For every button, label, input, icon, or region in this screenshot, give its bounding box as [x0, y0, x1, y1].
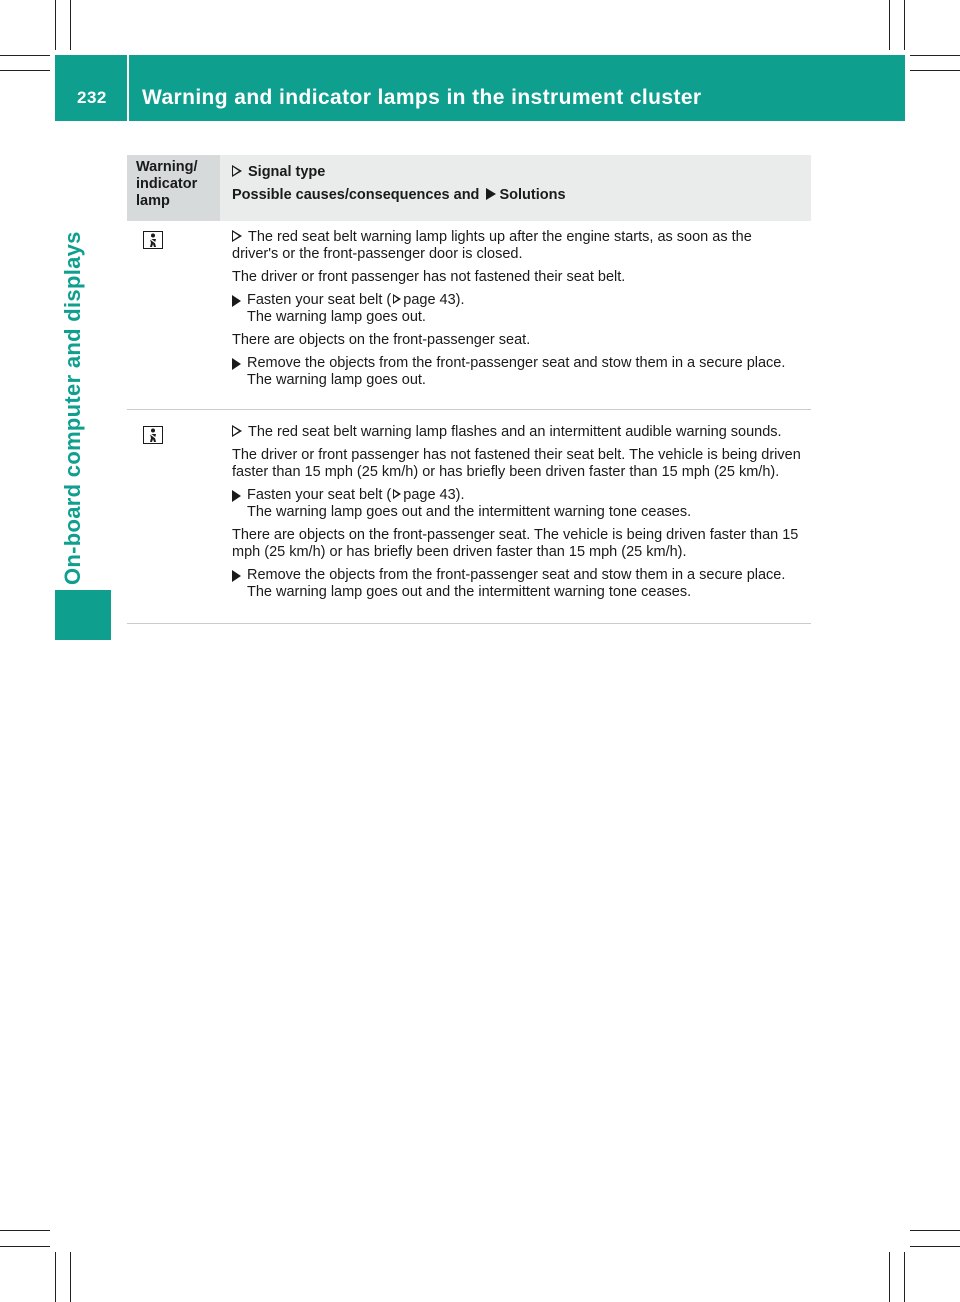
crop-mark	[55, 0, 56, 50]
crop-mark	[889, 0, 890, 50]
solution-step	[232, 355, 801, 389]
description-cell	[120, 221, 811, 405]
solution-text: Remove the objects from the front-passenger seat and stow them in a secure place.	[247, 567, 786, 583]
page-reference-icon	[393, 489, 401, 499]
crop-mark	[904, 0, 905, 50]
header-divider	[127, 55, 129, 121]
crop-mark	[910, 1230, 960, 1231]
cause-text: There are objects on the front-passenger seat. The vehicle is being driven faster than 15 mph (25 km/h) or has briefly been driven faster than 15 mph (25 km/h).	[232, 527, 799, 560]
chapter-tab-marker	[55, 590, 111, 640]
crop-mark	[70, 0, 71, 50]
solution-result: The warning lamp goes out and the intermittent warning tone ceases.	[247, 584, 692, 600]
signal-type-icon	[232, 425, 242, 437]
page-reference-icon	[393, 294, 401, 304]
description-cell	[120, 416, 811, 617]
crop-mark	[0, 1246, 50, 1247]
header-signal-type: Signal type	[248, 164, 326, 180]
header-solutions: Solutions	[499, 187, 566, 203]
page-reference[interactable]: page 43).	[403, 292, 465, 308]
crop-mark	[0, 55, 50, 56]
solution-text: Fasten your seat belt (	[247, 487, 392, 503]
signal-type-icon	[232, 230, 242, 242]
crop-mark	[904, 1252, 905, 1302]
solution-arrow-icon	[232, 295, 241, 307]
header-description-column	[220, 155, 811, 221]
signal-line	[232, 229, 801, 263]
cause-text: There are objects on the front-passenger seat.	[232, 332, 531, 348]
table-row	[127, 410, 811, 624]
table-header	[127, 155, 811, 221]
crop-mark	[0, 70, 50, 71]
table-row	[127, 221, 811, 410]
solution-step	[232, 567, 801, 601]
cause-text: The driver or front passenger has not fastened their seat belt.	[232, 269, 626, 285]
solution-arrow-icon	[232, 490, 241, 502]
crop-mark	[910, 55, 960, 56]
solution-step	[232, 292, 801, 326]
solution-text: Remove the objects from the front-passenger seat and stow them in a secure place.	[247, 355, 786, 371]
seat-belt-icon	[143, 426, 163, 444]
solution-arrow-icon	[232, 358, 241, 370]
crop-mark	[0, 1230, 50, 1231]
crop-mark	[55, 1252, 56, 1302]
crop-mark	[910, 70, 960, 71]
cause-text: The driver or front passenger has not fastened their seat belt. The vehicle is being driven faster than 15 mph (25 km/h) or has briefly been driven faster than 15 mph (25 km/h).	[232, 447, 801, 480]
warning-lamp-table	[127, 155, 811, 624]
solution-result: The warning lamp goes out and the intermittent warning tone ceases.	[247, 504, 692, 520]
chapter-tab-label: On-board computer and displays	[60, 231, 85, 585]
page-reference[interactable]: page 43).	[403, 487, 465, 503]
signal-line	[232, 424, 801, 441]
solution-result: The warning lamp goes out.	[247, 309, 426, 325]
header-lamp-column: Warning/ indicator lamp	[127, 155, 220, 221]
crop-mark	[910, 1246, 960, 1247]
signal-text: The red seat belt warning lamp flashes and an intermittent audible warning sounds.	[248, 424, 782, 440]
seat-belt-icon	[143, 231, 163, 249]
crop-mark	[889, 1252, 890, 1302]
solution-text: Fasten your seat belt (	[247, 292, 392, 308]
solution-arrow-icon	[486, 188, 496, 200]
solution-step	[232, 487, 801, 521]
crop-mark	[70, 1252, 71, 1302]
section-title: Warning and indicator lamps in the instrument cluster	[142, 86, 702, 109]
solution-result: The warning lamp goes out.	[247, 372, 426, 388]
signal-text: The red seat belt warning lamp lights up after the engine starts, as soon as the driver's or the front-passenger door is closed.	[232, 229, 752, 262]
header-causes: Possible causes/consequences and	[232, 187, 480, 203]
page-number: 232	[77, 88, 107, 107]
signal-type-icon	[232, 165, 242, 177]
solution-arrow-icon	[232, 570, 241, 582]
